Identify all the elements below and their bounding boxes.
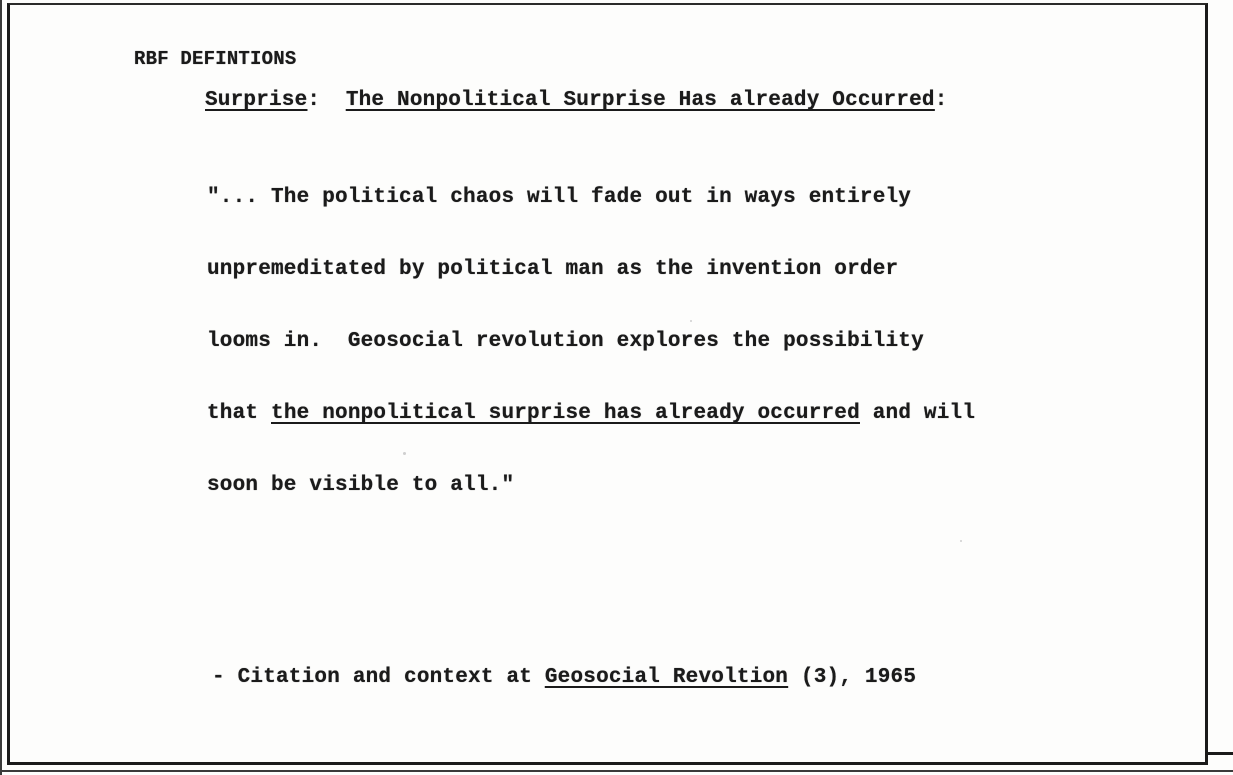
quote-line-prefix: that — [207, 402, 272, 425]
term-label: Surprise — [205, 89, 308, 112]
term-separator: : — [307, 89, 346, 112]
quote-line — [207, 402, 975, 426]
citation-line — [212, 666, 916, 689]
citation-prefix: - Citation and context at — [212, 666, 545, 689]
quote-underlined-phrase: the nonpolitical surprise has already occurred — [271, 402, 860, 425]
quotation-block — [207, 138, 975, 546]
card-corner-mark — [1205, 752, 1233, 755]
quote-line: "... The political chaos will fade out in ways entirely — [207, 186, 912, 209]
definition-subtitle: The Nonpolitical Surprise Has already Occurred — [345, 89, 935, 112]
card-heading: RBF DEFINTIONS — [134, 48, 297, 70]
quote-line: unpremeditated by political man as the invention order — [207, 258, 899, 281]
quote-line-suffix: and will — [859, 402, 976, 425]
card-bottom-edge — [0, 770, 1233, 772]
definition-title-line — [205, 89, 948, 112]
quote-line: looms in. Geosocial revolution explores the possibility — [207, 330, 924, 353]
citation-suffix: (3), 1965 — [788, 666, 917, 689]
subtitle-colon: : — [934, 89, 948, 112]
card-left-edge — [0, 0, 2, 775]
quote-line: soon be visible to all." — [207, 474, 515, 497]
citation-source: Geosocial Revoltion — [544, 666, 789, 689]
